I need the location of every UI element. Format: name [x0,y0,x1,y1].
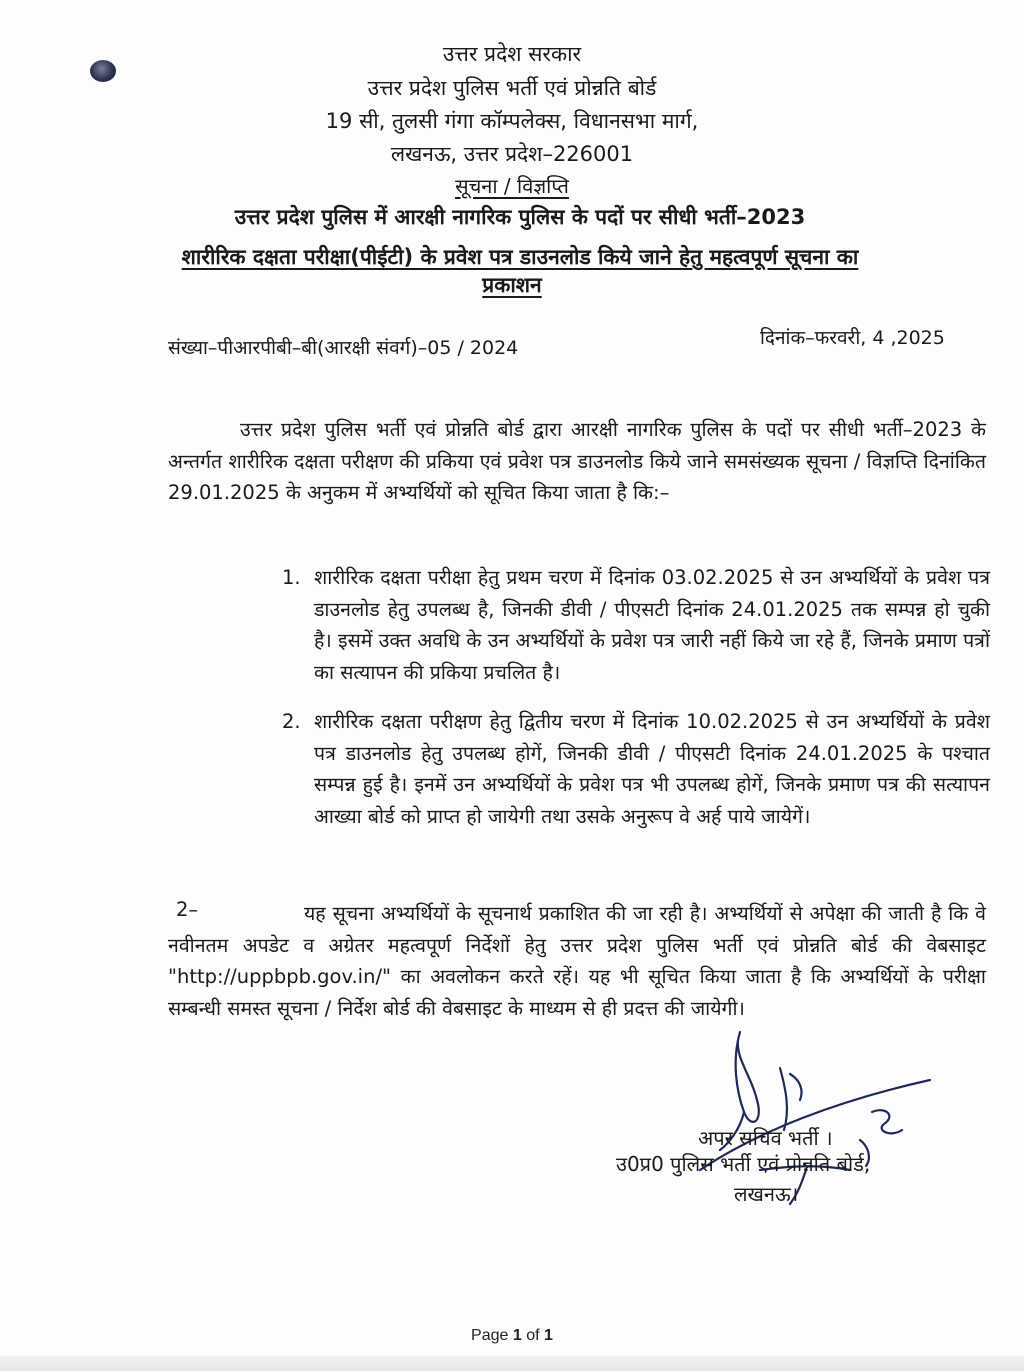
signature-board: उ0प्र0 पुलिस भर्ती एवं प्रोन्नति बोर्ड, [616,1152,871,1176]
header-government: उत्तर प्रदेश सरकार [442,42,582,66]
page-total: 1 [544,1327,553,1344]
paragraph-2-text: यह सूचना अभ्यर्थियों के सूचनार्थ प्रकाशित की जा रही है। अभ्यर्थियों से अपेक्षा की जाती है कि वे नवीनतम अपडेट व अग्रेतर महत्वपूर्ण निर्देशों हेतु उत्तर प्रदेश पुलिस भर्ती एवं प्रोन्नति बोर्ड की वेबसाइट "http://uppbpb.gov.in/" का अवलोकन करते रहें। यह भी सूचित किया जाता है कि अभ्यर्थियों के परीक्षा सम्बन्धी समस्त सूचना / निर्देश बोर्ड की वेबसाइट के माध्यम से ही प्रदत्त की जायेगी। [168,902,986,1020]
reference-number: संख्या–पीआरपीबी–बी(आरक्षी संवर्ग)–05 / 2024 [168,337,519,359]
intro-paragraph: उत्तर प्रदेश पुलिस भर्ती एवं प्रोन्नति बोर्ड द्वारा आरक्षी नागरिक पुलिस के पदों पर सीधी भर्ती–2023 के अन्तर्गत शारीरिक दक्षता परीक्षण की प्रकिया एवं प्रवेश पत्र डाउनलोड किये जाने समसंख्यक सूचना / विज्ञप्ति दिनांकित 29.01.2025 के अनुकम में अभ्यर्थियों को सूचित किया जाता है कि:– [168,418,986,504]
page-prefix: Page [471,1327,509,1344]
header-city: लखनऊ, उत्तर प्रदेश–226001 [390,142,634,166]
title-line-2: शारीरिक दक्षता परीक्षा(पीईटी) के प्रवेश पत्र डाउनलोड किये जाने हेतु महत्वपूर्ण सूचना का [181,245,859,269]
page-of: of [526,1327,540,1344]
list-item-text: शारीरिक दक्षता परीक्षण हेतु द्वितीय चरण में दिनांक 10.02.2025 से उन अभ्यर्थियों के प्रवेश पत्र डाउनलोड हेतु उपलब्ध होगें, जिनकी डीवी / पीएसटी दिनांक 24.01.2025 के पश्चात सम्पन्न हुई है। इनमें उन अभ्यर्थियों के प्रवेश पत्र भी उपलब्ध होगें, जिनके प्रमाण पत्र की सत्यापन आख्या बोर्ड को प्राप्त हो जायेगी तथा उसके अनुरूप वे अर्ह पाये जायेगें। [314,710,990,828]
reference-date: दिनांक–फरवरी, 4 ,2025 [760,327,945,349]
signature-city: लखनऊ। [734,1182,799,1206]
header-board-name: उत्तर प्रदेश पुलिस भर्ती एवं प्रोन्नति बोर्ड [367,76,657,100]
handwritten-signature [640,1020,960,1210]
page-current: 1 [512,1327,522,1344]
list-item [282,706,990,832]
paragraph-2-number: 2– [176,898,199,921]
list-item-number: 1. [282,566,301,589]
page-footer [0,1327,1024,1345]
notice-label: सूचना / विज्ञप्ति [455,174,569,198]
title-line-3: प्रकाशन [482,273,542,297]
list-item-text: शारीरिक दक्षता परीक्षा हेतु प्रथम चरण में दिनांक 03.02.2025 से उन अभ्यर्थियों के प्रवेश पत्र डाउनलोड हेतु उपलब्ध है, जिनकी डीवी / पीएसटी दिनांक 24.01.2025 तक सम्पन्न हो चुकी है। इसमें उक्त अवधि के उन अभ्यर्थियों के प्रवेश पत्र जारी नहीं किये जा रहे हैं, जिनके प्रमाण पत्रों का सत्यापन की प्रकिया प्रचलित है। [314,566,990,684]
title-line-1: उत्तर प्रदेश पुलिस में आरक्षी नागरिक पुलिस के पदों पर सीधी भर्ती–2023 [234,205,806,229]
list-item-number: 2. [282,710,301,733]
list-item [282,562,990,688]
bottom-edge-strip [0,1356,1024,1371]
header-address: 19 सी, तुलसी गंगा कॉम्पलेक्स, विधानसभा मार्ग, [325,109,699,133]
signature-designation: अपर सचिव भर्ती । [698,1126,833,1150]
